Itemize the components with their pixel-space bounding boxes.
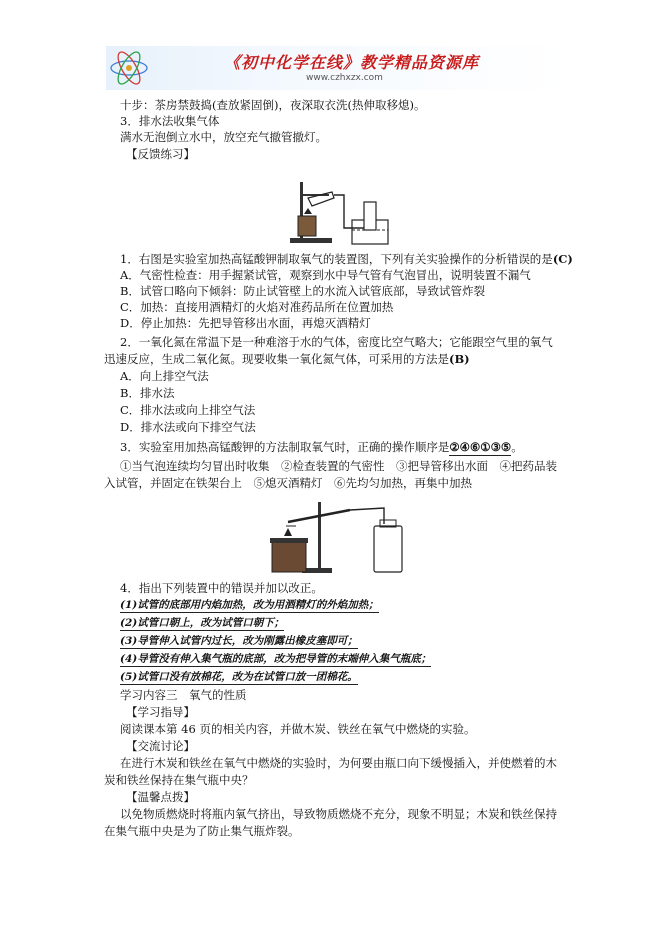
answer-1: (1)试管的底部用内焰加热，改为用酒精灯的外焰加热； bbox=[120, 599, 379, 611]
answer-2: (2)试管口朝上，改为试管口朝下； bbox=[120, 617, 285, 629]
text-line: 十步：茶房禁鼓捣(查放紧固倒)，夜深取衣洗(热伸取移熄)。 bbox=[120, 98, 426, 112]
section-heading: 【温馨点拨】 bbox=[126, 790, 195, 804]
section-heading: 【反馈练习】 bbox=[126, 147, 195, 161]
option-c: C．加热：直接用酒精灯的火焰对准药品所在位置加热 bbox=[120, 300, 394, 314]
text-line: 炭和铁丝保持在集气瓶中央？ bbox=[104, 773, 254, 787]
option-a: A．气密性检查：用手握紧试管，观察到水中导气管有气泡冒出，说明装置不漏气 bbox=[120, 268, 531, 282]
option-a: A．向上排空气法 bbox=[120, 369, 209, 383]
section-title: 学习内容三 氧气的性质 bbox=[120, 688, 247, 702]
option-b: B．试管口略向下倾斜：防止试管壁上的水流入试管底部，导致试管炸裂 bbox=[120, 284, 485, 298]
question-2-line-2 bbox=[104, 352, 470, 367]
option-d: D．停止加热：先把导管移出水面，再熄灭酒精灯 bbox=[120, 316, 371, 330]
question-2-text: 迅速反应，生成二氧化氮。现要收集一氧化氮气体，可采用的方法是 bbox=[104, 352, 449, 366]
apparatus-figure-2 bbox=[266, 498, 416, 574]
answer-4: (4)导管没有伸入集气瓶的底部，改为把导管的末端伸入集气瓶底； bbox=[120, 653, 432, 665]
banner-title: 《初中化学在线》教学精品资源库 bbox=[224, 53, 480, 72]
header-banner bbox=[106, 46, 562, 90]
question-1-answer: (C) bbox=[552, 252, 573, 266]
question-4: 4．指出下列装置中的错误并加以改正。 bbox=[120, 581, 323, 595]
question-3-text: 3．实验室用加热高锰酸钾的方法制取氧气时，正确的操作顺序是 bbox=[120, 440, 450, 454]
apparatus-figure-1 bbox=[286, 180, 392, 246]
text-line: 在进行木炭和铁丝在氧气中燃烧的实验时，为何要由瓶口向下缓慢插入，并使燃着的木 bbox=[120, 756, 557, 770]
answer-3: (3)导管伸入试管内过长，改为刚露出橡皮塞即可； bbox=[120, 635, 358, 647]
banner-url: www.czhxzx.com bbox=[306, 73, 383, 83]
question-2-line-1: 2．一氧化氮在常温下是一种难溶于水的气体，密度比空气略大；它能跟空气里的氧气 bbox=[120, 335, 553, 349]
answer-5: (5)试管口没有放棉花，改为在试管口放一团棉花。 bbox=[120, 671, 358, 683]
atom-logo-icon bbox=[108, 48, 150, 88]
text-line: 3．排水法收集气体 bbox=[120, 114, 220, 128]
question-3: 3．实验室用加热高锰酸钾的方法制取氧气时，正确的操作顺序是②④⑥①③⑤。 bbox=[120, 440, 523, 454]
option-d: D．排水法或向下排空气法 bbox=[120, 420, 256, 434]
text-line: 满水无泡倒立水中，放空充气撤管撤灯。 bbox=[120, 130, 327, 144]
question-3-answer: ②④⑥①③⑤ bbox=[449, 440, 512, 454]
question-1-text: 1．右图是实验室加热高锰酸钾制取氧气的装置图，下列有关实验操作的分析错误的是 bbox=[120, 252, 553, 266]
text-line: 阅读课本第 46 页的相关内容，并做木炭、铁丝在氧气中燃烧的实验。 bbox=[120, 722, 476, 736]
text-line: 以免物质燃烧时将瓶内氧气挤出，导致物质燃烧不充分，现象不明显；木炭和铁丝保持 bbox=[120, 807, 557, 821]
section-heading: 【学习指导】 bbox=[126, 705, 195, 719]
question-2-answer: (B) bbox=[449, 352, 470, 366]
option-c: C．排水法或向上排空气法 bbox=[120, 403, 256, 417]
text-line: 在集气瓶中央是为了防止集气瓶炸裂。 bbox=[104, 824, 300, 838]
question-3-steps-1: ①当气泡连续均匀冒出时收集 ②检查装置的气密性 ③把导管移出水面 ④把药品装 bbox=[120, 459, 557, 473]
option-b: B．排水法 bbox=[120, 386, 175, 400]
section-heading: 【交流讨论】 bbox=[126, 739, 195, 753]
question-1 bbox=[120, 252, 573, 267]
question-3-steps-2: 入试管，并固定在铁架台上 ⑤熄灭酒精灯 ⑥先均匀加热，再集中加热 bbox=[104, 476, 472, 490]
